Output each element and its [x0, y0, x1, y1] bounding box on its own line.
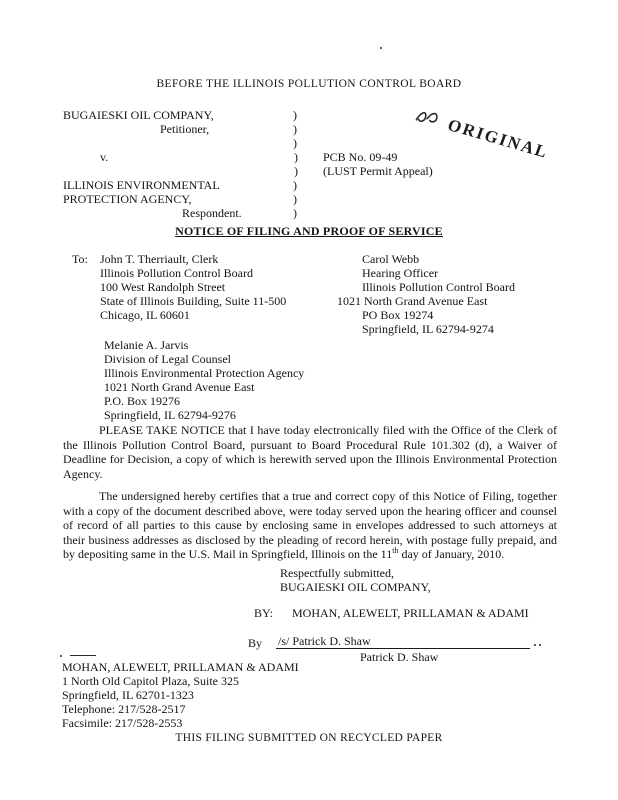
- recipient-line: 100 West Randolph Street: [100, 280, 226, 294]
- firm-line: Telephone: 217/528-2517: [62, 702, 186, 716]
- scan-artifact-dot: [60, 655, 62, 657]
- respectfully-submitted: Respectfully submitted,: [280, 566, 394, 580]
- recipient-line: Chicago, IL 60601: [100, 308, 190, 322]
- signer-name: Patrick D. Shaw: [360, 650, 439, 664]
- caption-paren: ): [293, 136, 297, 150]
- to-label: To:: [72, 252, 88, 266]
- by-caps-label: BY:: [254, 606, 273, 620]
- original-stamp: [403, 100, 574, 204]
- caption-paren: ): [293, 192, 297, 206]
- petitioner-name: BUGAIESKI OIL COMPANY,: [63, 108, 214, 122]
- scan-artifact-dot: [380, 47, 382, 49]
- caption-paren: ): [294, 164, 298, 178]
- respondent-name-line2: PROTECTION AGENCY,: [63, 192, 192, 206]
- recipient-hearing-officer-block: [337, 252, 516, 336]
- respondent-role: Respondent.: [182, 206, 242, 220]
- recycled-paper-footer: THIS FILING SUBMITTED ON RECYCLED PAPER: [175, 732, 443, 744]
- recipient-line: P.O. Box 19276: [104, 394, 181, 408]
- recipient-line: John T. Therriault, Clerk: [100, 252, 219, 266]
- signature-text: /s/ Patrick D. Shaw: [278, 634, 371, 648]
- respondent-name-line1: ILLINOIS ENVIRONMENTAL: [63, 178, 220, 192]
- recipient-line: Carol Webb: [362, 252, 420, 266]
- caption-paren: ): [293, 122, 297, 136]
- scan-artifact-line: [70, 655, 96, 656]
- recipient-clerk-block: [100, 252, 286, 322]
- caption-paren: ): [293, 108, 297, 122]
- stamp-label: ORIGINAL: [445, 115, 552, 162]
- notice-title: NOTICE OF FILING AND PROOF OF SERVICE: [175, 224, 443, 238]
- caption-paren: ): [294, 150, 298, 164]
- court-header-title: BEFORE THE ILLINOIS POLLUTION CONTROL BOARD: [156, 78, 462, 90]
- recipient-line: Division of Legal Counsel: [104, 352, 231, 366]
- case-type: (LUST Permit Appeal): [323, 164, 433, 178]
- recipient-line: Melanie A. Jarvis: [104, 338, 189, 352]
- caption-paren: ): [293, 178, 297, 192]
- petitioner-role: Petitioner,: [160, 122, 210, 136]
- case-number: PCB No. 09-49: [323, 150, 398, 164]
- versus-label: v.: [100, 150, 109, 164]
- caption-paren: ): [293, 206, 297, 220]
- scan-artifact-dot: [534, 644, 536, 646]
- recipient-line: PO Box 19274: [362, 308, 434, 322]
- recipient-line: Springfield, IL 62794-9276: [104, 408, 236, 422]
- firm-line: 1 North Old Capitol Plaza, Suite 325: [62, 674, 239, 688]
- certificate-text-pre: The undersigned hereby certifies that a true and correct copy of this Notice of Filing, together with a copy of the document described above, were today served upon the hearing officer and counsel of record of all parties to this cause by enclosing same in envelopes addressed to such attorneys at their business addresses as disclosed by the pleading of record herein, with postage fully prepaid, and by depositing same in the U.S. Mail in Springfield, Illinois on the 11: [63, 489, 557, 562]
- recipient-counsel-block: [104, 338, 304, 422]
- recipient-line: 1021 North Grand Avenue East: [104, 380, 255, 394]
- firm-line: MOHAN, ALEWELT, PRILLAMAN & ADAMI: [62, 660, 299, 674]
- firm-line: Springfield, IL 62701-1323: [62, 688, 194, 702]
- recipient-line: Springfield, IL 62794-9274: [362, 322, 494, 336]
- certificate-paragraph: [63, 489, 557, 562]
- recipient-line: 1021 North Grand Avenue East: [337, 294, 488, 308]
- scan-artifact-dot: [539, 644, 541, 646]
- signature-company: BUGAIESKI OIL COMPANY,: [280, 580, 431, 594]
- certificate-ordinal-suffix: th: [392, 546, 399, 556]
- by-label: By: [248, 636, 263, 650]
- firm-name-caps: MOHAN, ALEWELT, PRILLAMAN & ADAMI: [292, 606, 529, 620]
- recipient-line: Illinois Pollution Control Board: [100, 266, 254, 280]
- firm-line: Facsimile: 217/528-2553: [62, 716, 183, 730]
- recipient-line: Illinois Environmental Protection Agency: [104, 366, 305, 380]
- notice-paragraph: PLEASE TAKE NOTICE that I have today electronically filed with the Office of the Clerk of the Illinois Pollution Control Board, pursuant to Board Procedural Rule 101.302 (d), a Waiver of Deadline for Decision, a copy of which is herewith served upon the Illinois Environmental Protection Agency.: [63, 423, 557, 481]
- firm-address-block: [62, 660, 299, 730]
- recipient-line: State of Illinois Building, Suite 11-500: [100, 294, 287, 308]
- signature-line: [276, 634, 530, 649]
- recipient-line: Hearing Officer: [362, 266, 439, 280]
- certificate-text-post: day of January, 2010.: [398, 547, 505, 562]
- recipient-line: Illinois Pollution Control Board: [362, 280, 516, 294]
